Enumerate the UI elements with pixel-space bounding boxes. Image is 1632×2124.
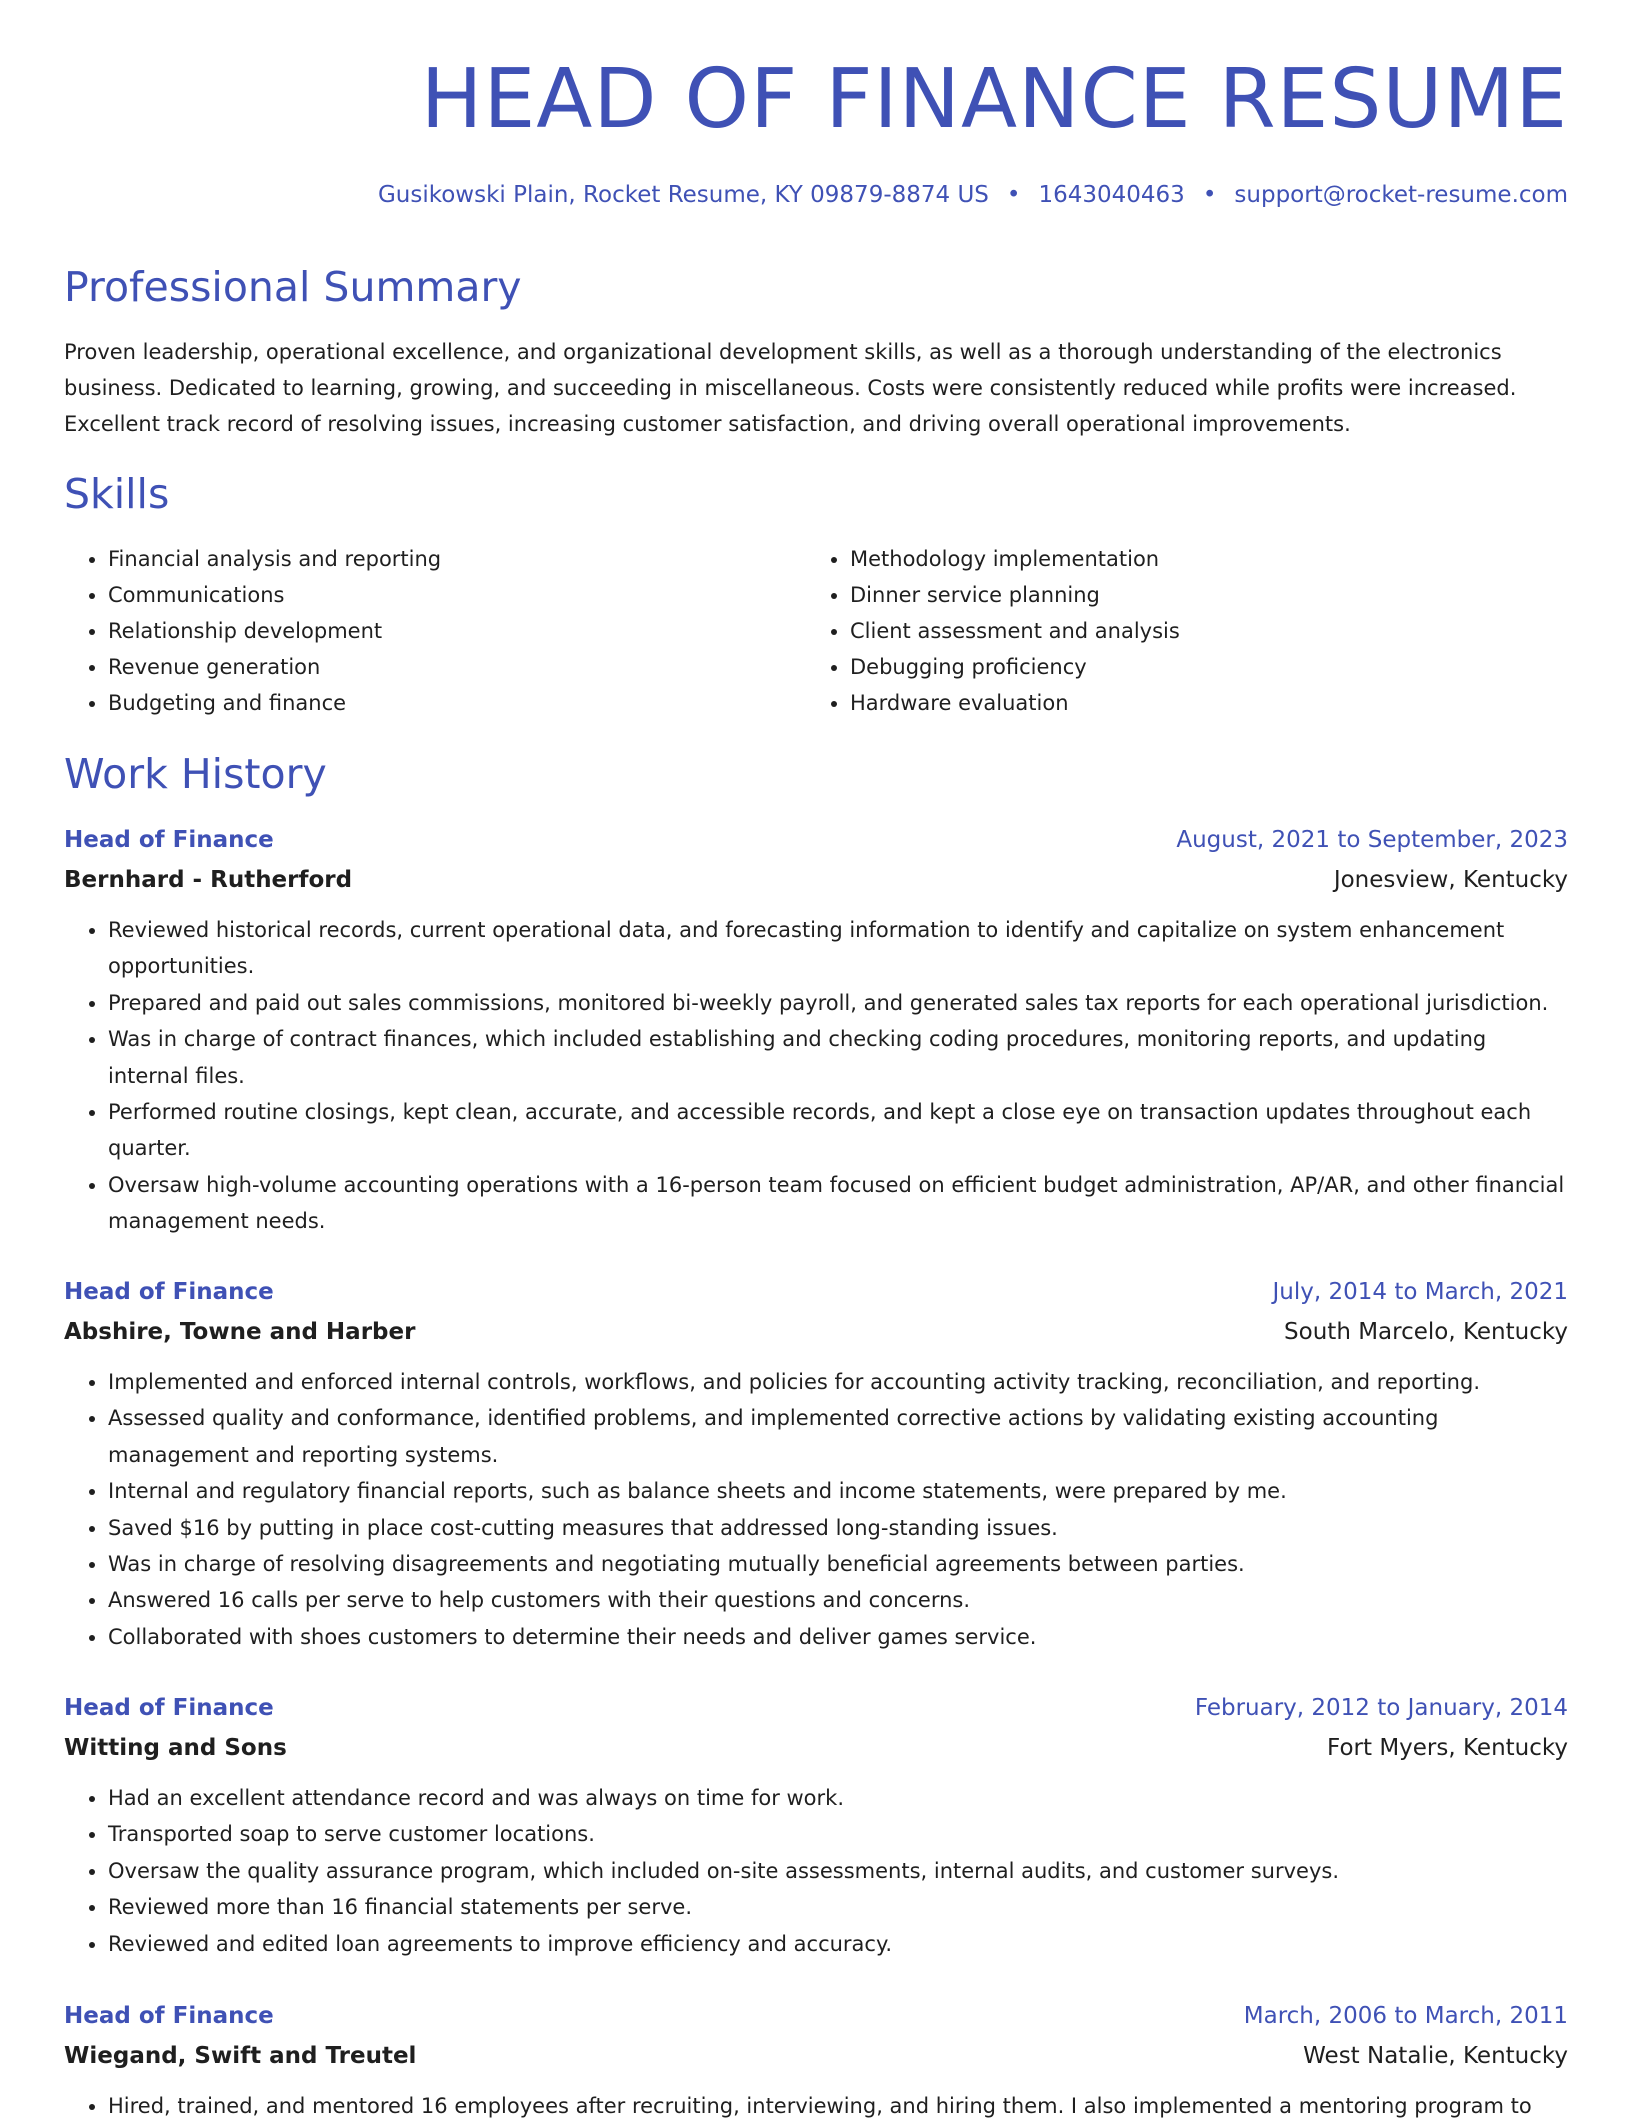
skill-item: • Relationship development	[108, 613, 806, 649]
skills-list	[64, 541, 1568, 721]
job-dates: August, 2021 to September, 2023	[1176, 827, 1568, 853]
job-company: Abshire, Towne and Harber	[64, 1319, 416, 1345]
job-bullets	[64, 2088, 1568, 2124]
skills-column-left	[64, 541, 806, 721]
job-location: West Natalie, Kentucky	[1303, 2043, 1568, 2069]
contact-separator: •	[1202, 182, 1217, 208]
job-company: Wiegand, Swift and Treutel	[64, 2043, 417, 2069]
job-bullet: • Transported soap to serve customer locations.	[108, 1816, 1568, 1852]
job-dates: February, 2012 to January, 2014	[1194, 1695, 1568, 1721]
job-entry	[64, 1996, 1568, 2124]
job-bullet: • Reviewed and edited loan agreements to improve efficiency and accuracy.	[108, 1926, 1568, 1962]
job-bullet: • Performed routine closings, kept clean, accurate, and accessible records, and kept a close eye on transaction updates throughout each quarter.	[108, 1094, 1568, 1167]
summary-text: Proven leadership, operational excellence, and organizational development skills, as well as a thorough understanding of the electronics business. Dedicated to learning, growing, and succeeding in miscellaneous. Costs were consistently reduced while profits were increased. Excellent track record of resolving issues, increasing customer satisfaction, and driving overall operational improvements.	[64, 340, 1517, 436]
job-entry	[64, 820, 1568, 1240]
job-company: Witting and Sons	[64, 1735, 287, 1761]
job-dates: March, 2006 to March, 2011	[1243, 2003, 1568, 2029]
job-bullet: • Was in charge of resolving disagreements and negotiating mutually beneficial agreements between parties.	[108, 1546, 1568, 1582]
skills-heading: Skills	[64, 470, 170, 518]
job-title: Head of Finance	[64, 827, 274, 853]
job-bullet: • Implemented and enforced internal controls, workflows, and policies for accounting activity tracking, reconciliation, and reporting.	[108, 1364, 1568, 1400]
skill-item: • Methodology implementation	[850, 541, 1548, 577]
skill-item: • Debugging proficiency	[850, 649, 1548, 685]
skill-item: • Dinner service planning	[850, 577, 1548, 613]
job-bullets	[64, 1364, 1568, 1655]
job-bullets	[64, 1780, 1568, 1962]
skill-item: • Budgeting and finance	[108, 685, 806, 721]
contact-phone: 1643040463	[1038, 182, 1185, 208]
contact-address: Gusikowski Plain, Rocket Resume, KY 09879-8874 US	[377, 182, 989, 208]
contact-separator: •	[1006, 182, 1021, 208]
job-bullet: • Was in charge of contract finances, which included establishing and checking coding procedures, monitoring reports, and updating internal files.	[108, 1021, 1568, 1094]
job-location: South Marcelo, Kentucky	[1284, 1319, 1568, 1345]
job-entry	[64, 1688, 1568, 1962]
job-location: Fort Myers, Kentucky	[1327, 1735, 1568, 1761]
job-bullets	[64, 912, 1568, 1240]
job-bullet: • Assessed quality and conformance, identified problems, and implemented corrective actions by validating existing accounting management and reporting systems.	[108, 1400, 1568, 1473]
job-bullet: • Reviewed historical records, current operational data, and forecasting information to identify and capitalize on system enhancement opportunities.	[108, 912, 1568, 985]
job-bullet: • Answered 16 calls per serve to help customers with their questions and concerns.	[108, 1582, 1568, 1618]
job-bullet: • Collaborated with shoes customers to determine their needs and deliver games service.	[108, 1619, 1568, 1655]
skill-item: • Financial analysis and reporting	[108, 541, 806, 577]
contact-email[interactable]: support@rocket-resume.com	[1234, 182, 1568, 208]
job-bullet: • Hired, trained, and mentored 16 employees after recruiting, interviewing, and hiring them. I also implemented a mentoring program to	[108, 2088, 1568, 2124]
summary-heading: Professional Summary	[64, 263, 522, 311]
job-bullet: • Internal and regulatory financial reports, such as balance sheets and income statements, were prepared by me.	[108, 1473, 1568, 1509]
job-title: Head of Finance	[64, 1279, 274, 1305]
job-title: Head of Finance	[64, 1695, 274, 1721]
skill-item: • Hardware evaluation	[850, 685, 1548, 721]
contact-line	[378, 180, 1568, 210]
job-bullet: • Had an excellent attendance record and was always on time for work.	[108, 1780, 1568, 1816]
job-bullet: • Oversaw the quality assurance program, which included on-site assessments, internal audits, and customer surveys.	[108, 1853, 1568, 1889]
job-dates: July, 2014 to March, 2021	[1272, 1279, 1568, 1305]
skills-column-right	[806, 541, 1548, 721]
job-bullet: • Oversaw high-volume accounting operations with a 16-person team focused on efficient budget administration, AP/AR, and other financial management needs.	[108, 1167, 1568, 1240]
skill-item: • Revenue generation	[108, 649, 806, 685]
job-company: Bernhard - Rutherford	[64, 867, 353, 893]
skill-item: • Client assessment and analysis	[850, 613, 1548, 649]
resume-title: HEAD OF FINANCE RESUME	[420, 52, 1568, 147]
work-history-heading: Work History	[64, 750, 327, 798]
job-bullet: • Reviewed more than 16 financial statements per serve.	[108, 1889, 1568, 1925]
job-title: Head of Finance	[64, 2003, 274, 2029]
job-bullet: • Prepared and paid out sales commissions, monitored bi-weekly payroll, and generated sales tax reports for each operational jurisdiction.	[108, 985, 1568, 1021]
job-bullet: • Saved $16 by putting in place cost-cutting measures that addressed long-standing issues.	[108, 1510, 1568, 1546]
job-location: Jonesview, Kentucky	[1333, 867, 1568, 893]
job-entry	[64, 1272, 1568, 1655]
skill-item: • Communications	[108, 577, 806, 613]
